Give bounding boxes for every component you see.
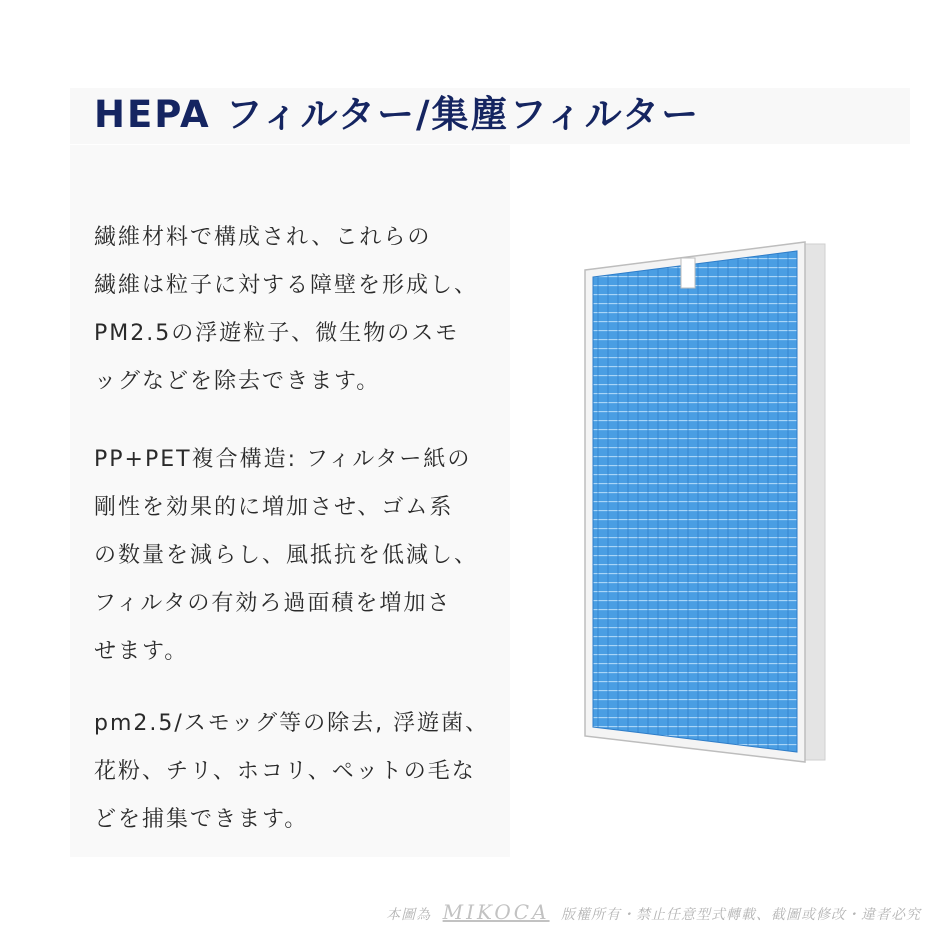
text-line: せます。 xyxy=(94,639,189,664)
watermark-suffix: 版權所有・禁止任意型式轉載、截圖或修改・違者必究 xyxy=(561,907,921,923)
hepa-filter-image xyxy=(583,240,833,765)
text-line: 繊維は粒子に対する障壁を形成し、 xyxy=(94,273,479,298)
text-line: の数量を減らし、風抵抗を低減し、 xyxy=(94,543,479,568)
text-line: 花粉、チリ、ホコリ、ペットの毛な xyxy=(94,759,476,784)
text-line: フィルタの有効ろ過面積を増加さ xyxy=(94,591,452,616)
text-line: 繊維材料で構成され、これらの xyxy=(94,225,432,250)
text-line: pm2.5/スモッグ等の除去, 浮遊菌、 xyxy=(94,711,490,736)
text-line: 剛性を効果的に増加させ、ゴム系 xyxy=(94,495,454,520)
page-title: HEPA フィルター/集塵フィルター xyxy=(94,93,701,136)
description-block-3 xyxy=(94,700,489,844)
text-line: ッグなどを除去できます。 xyxy=(94,369,381,394)
watermark-prefix: 本圖為 xyxy=(386,907,432,923)
mikoca-logo: MIKOCA xyxy=(442,900,550,924)
description-block-2 xyxy=(94,436,478,676)
copyright-watermark xyxy=(386,900,921,924)
text-line: PP+PET複合構造: フィルター紙の xyxy=(94,447,472,472)
text-line: どを捕集できます。 xyxy=(94,807,309,832)
text-line: PM2.5の浮遊粒子、微生物のスモ xyxy=(94,321,460,346)
description-block-1 xyxy=(94,214,478,406)
